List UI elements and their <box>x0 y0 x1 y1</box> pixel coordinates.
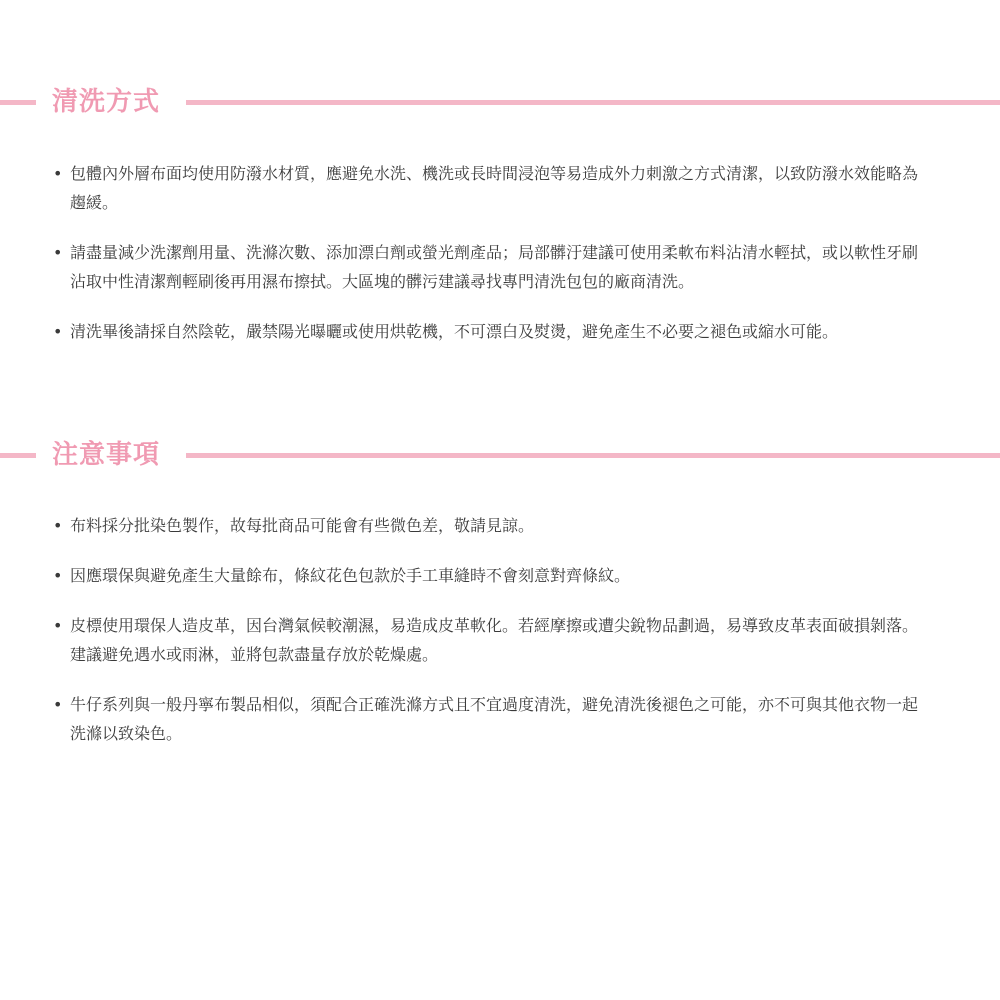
cleaning-section-header <box>0 82 1000 122</box>
notice-section-title: 注意事項 <box>52 440 161 470</box>
list-item <box>0 611 1000 669</box>
list-item-text: 布料採分批染色製作，故每批商品可能會有些微色差，敬請見諒。 <box>70 516 535 535</box>
list-item-text: 包體內外層布面均使用防潑水材質，應避免水洗、機洗或長時間浸泡等易造成外力刺激之方式清潔，以致防潑水效能略為趨緩。 <box>70 164 919 212</box>
list-item-text: 牛仔系列與一般丹寧布製品相似，須配合正確洗滌方式且不宜過度清洗，避免清洗後褪色之可能，亦不可與其他衣物一起洗滌以致染色。 <box>70 695 919 743</box>
list-item <box>0 511 1000 540</box>
cleaning-section <box>0 82 1000 367</box>
section-divider-right <box>186 453 1000 458</box>
list-item <box>0 690 1000 748</box>
list-item-text: 請盡量減少洗潔劑用量、洗滌次數、添加漂白劑或螢光劑產品；局部髒汙建議可使用柔軟布料沾清水輕拭，或以軟性牙刷沾取中性清潔劑輕刷後再用濕布擦拭。大區塊的髒污建議尋找專門清洗包包的廠商清洗。 <box>70 243 919 291</box>
bullet-icon: • <box>53 322 63 341</box>
cleaning-list <box>0 159 1000 346</box>
list-item-text: 清洗畢後請採自然陰乾，嚴禁陽光曝曬或使用烘乾機，不可漂白及熨燙，避免產生不必要之褪色或縮水可能。 <box>70 322 839 341</box>
section-divider-left <box>0 453 36 458</box>
section-divider-right <box>186 100 1000 105</box>
bullet-icon: • <box>53 243 63 262</box>
cleaning-section-title: 清洗方式 <box>52 87 161 117</box>
list-item <box>0 561 1000 590</box>
list-item <box>0 159 1000 217</box>
list-item-text: 皮標使用環保人造皮革，因台灣氣候較潮濕，易造成皮革軟化。若經摩擦或遭尖銳物品劃過，易導致皮革表面破損剝落。建議避免遇水或雨淋，並將包款盡量存放於乾燥處。 <box>70 616 919 664</box>
bullet-icon: • <box>53 516 63 535</box>
list-item <box>0 317 1000 346</box>
notice-section-header <box>0 435 1000 475</box>
bullet-icon: • <box>53 566 63 585</box>
list-item-text: 因應環保與避免產生大量餘布，條紋花色包款於手工車縫時不會刻意對齊條紋。 <box>70 566 631 585</box>
notice-section <box>0 435 1000 769</box>
section-divider-left <box>0 100 36 105</box>
bullet-icon: • <box>53 164 63 183</box>
list-item <box>0 238 1000 296</box>
notice-list <box>0 511 1000 748</box>
bullet-icon: • <box>53 695 63 714</box>
bullet-icon: • <box>53 616 63 635</box>
